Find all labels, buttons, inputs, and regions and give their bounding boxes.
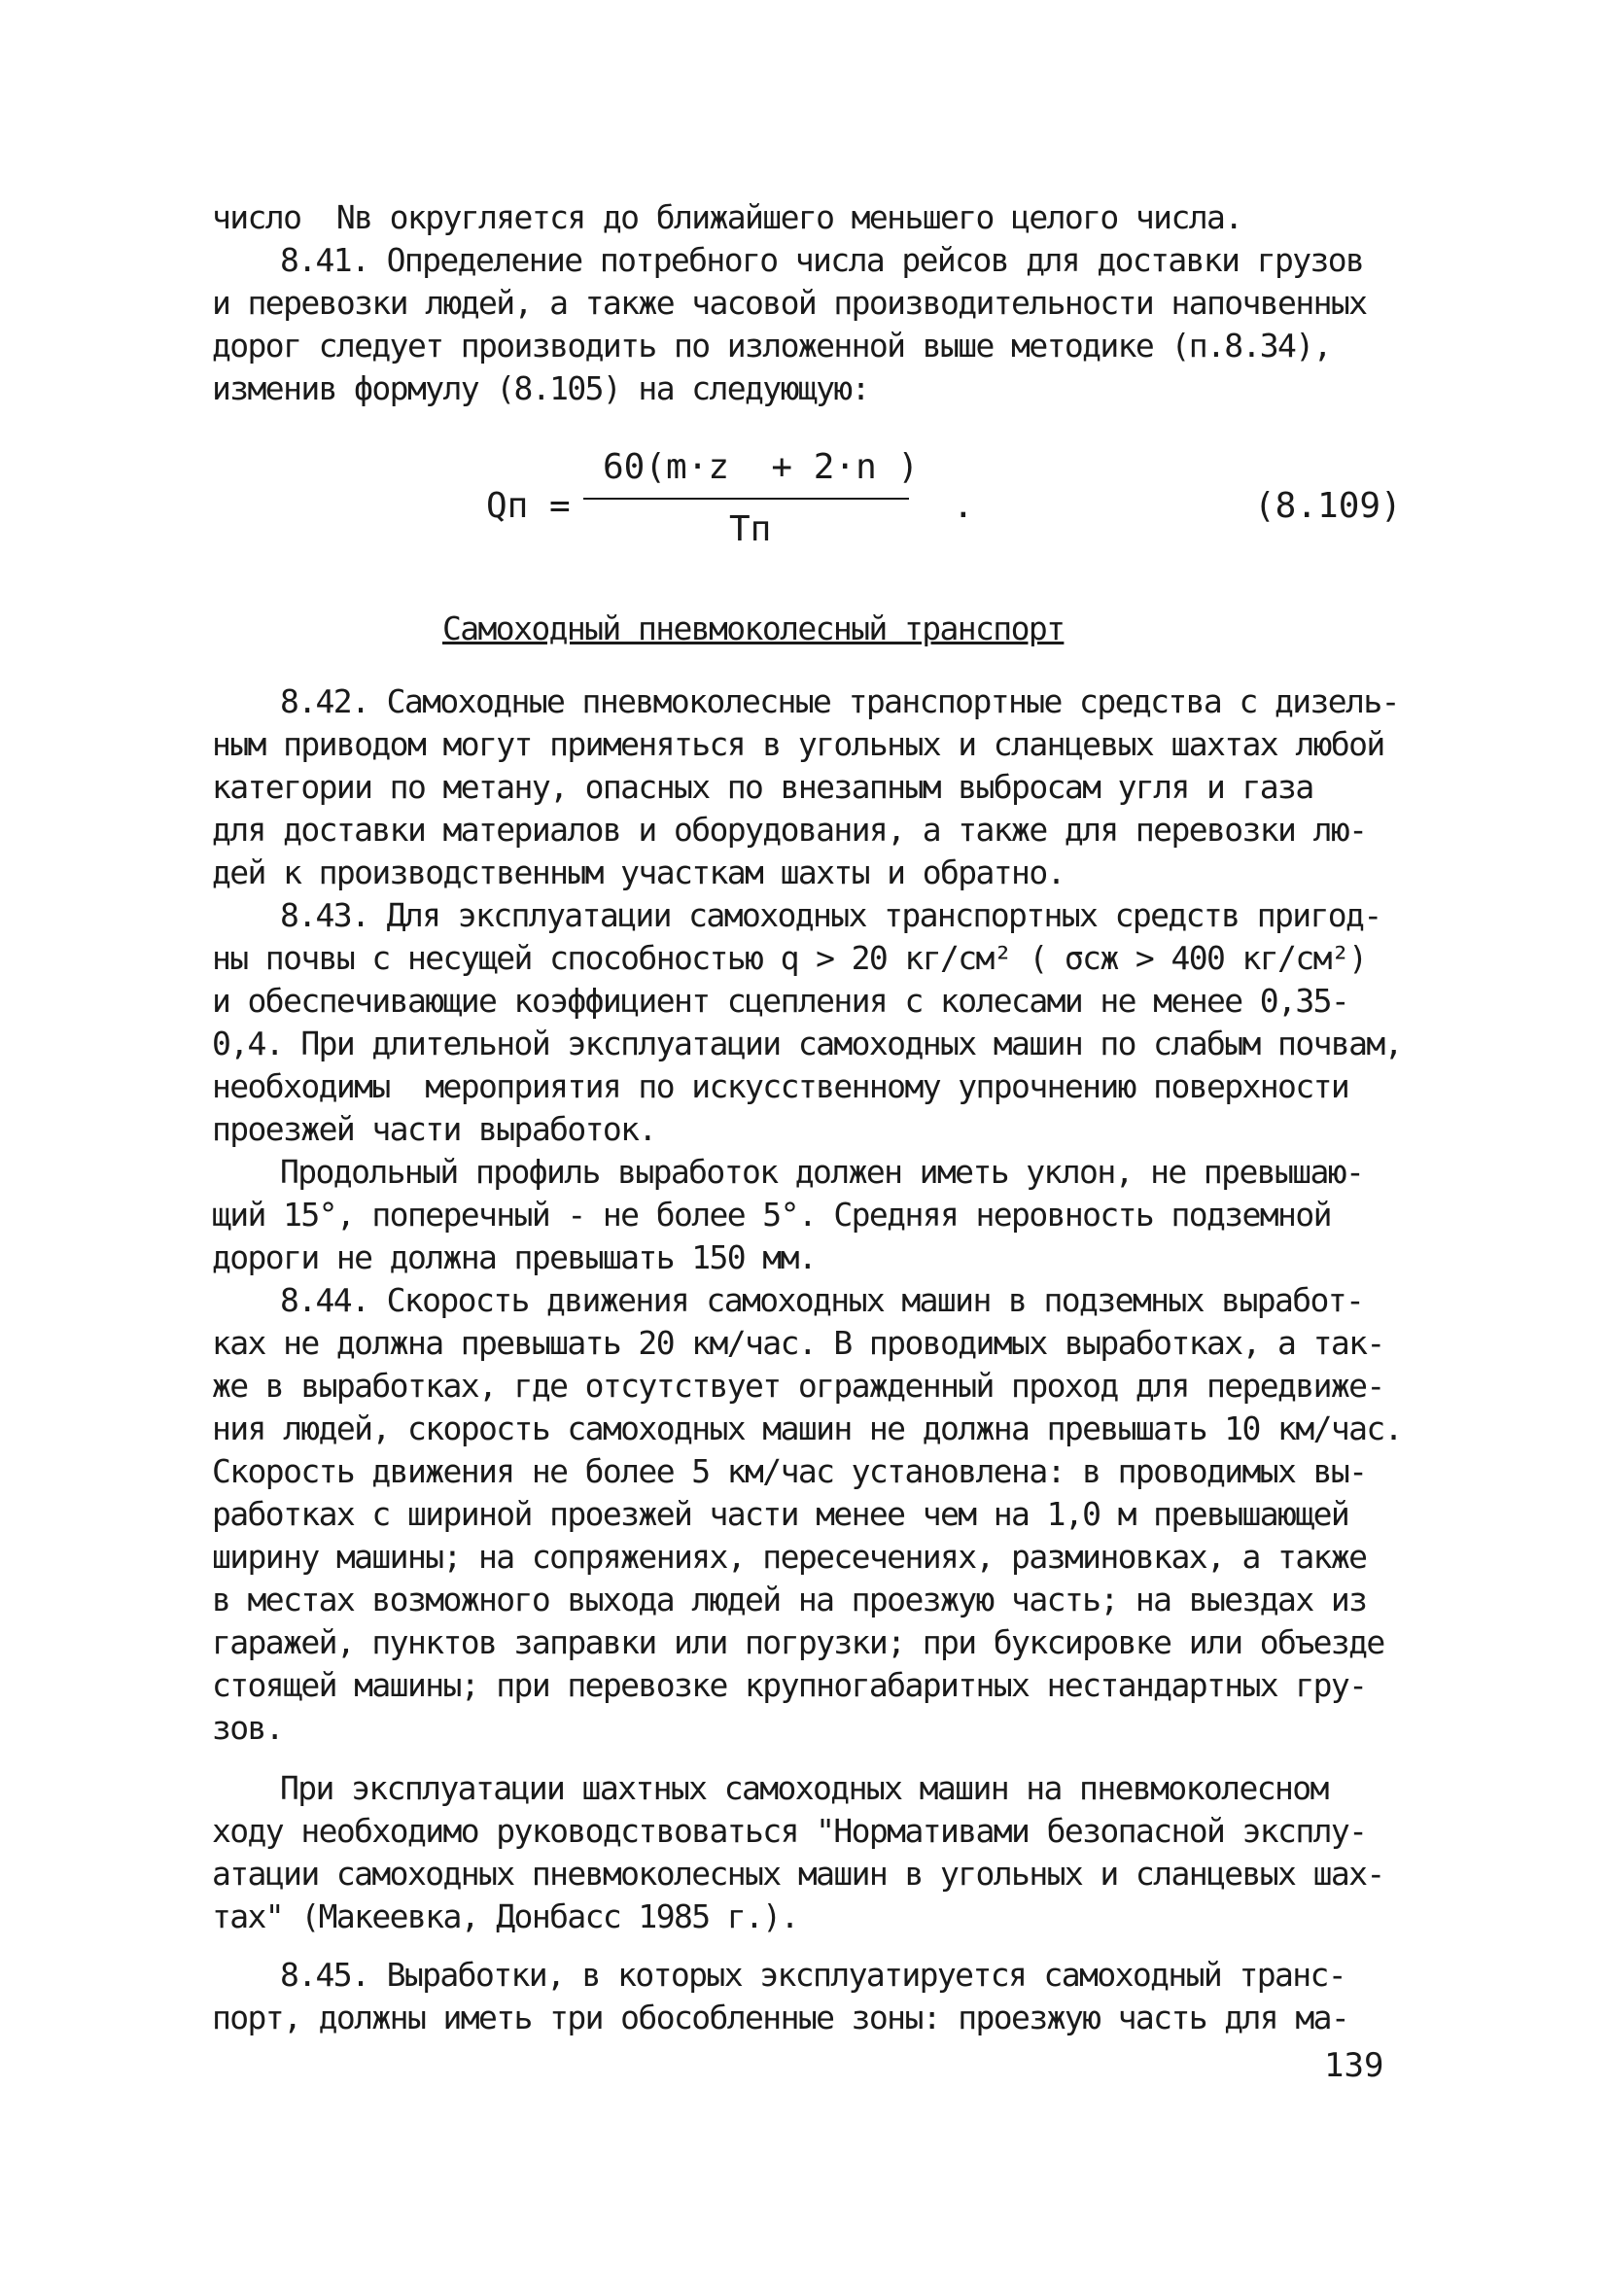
text-line: же в выработках, где отсутствует огражденный проход для передвиже- <box>212 1367 1384 1405</box>
text-line: проезжей части выработок. <box>212 1110 656 1148</box>
text-line: тах" (Макеевка, Донбасс 1985 г.). <box>212 1897 798 1935</box>
text-line: и перевозки людей, а также часовой производительности напочвенных <box>212 284 1367 322</box>
formula-dot: . <box>953 486 974 526</box>
text-line: ния людей, скорость самоходных машин не должна превышать 10 км/час. <box>212 1409 1402 1447</box>
text-line: порт, должны иметь три обособленные зоны: проезжую часть для ма- <box>212 1999 1349 2036</box>
text-line: 0,4. При длительной эксплуатации самоходных машин по слабым почвам, <box>212 1025 1402 1062</box>
text-line: дей к производственным участкам шахты и обратно. <box>212 853 1065 891</box>
text-line: дорог следует производить по изложенной выше методике (п.8.34), <box>212 327 1331 365</box>
text-line: категории по метану, опасных по внезапным выбросам угля и газа <box>212 768 1313 806</box>
text-line: зов. <box>212 1709 284 1747</box>
text-line: щий 15°, поперечный - не более 5°. Средняя неровность подземной <box>212 1196 1331 1234</box>
equation-number: (8.109) <box>1254 486 1402 526</box>
page-number: 139 <box>1324 2046 1384 2085</box>
text-line: работках с шириной проезжей части менее чем на 1,0 м превышающей <box>212 1495 1349 1533</box>
text-line: 8.41. Определение потребного числа рейсов для доставки грузов <box>280 241 1364 279</box>
text-line: гаражей, пунктов заправки или погрузки; при буксировке или объезде <box>212 1623 1384 1661</box>
text-line: ширину машины; на сопряжениях, пересечениях, разминовках, а также <box>212 1538 1367 1576</box>
text-line: ны почвы с несущей способностью q > 20 кг/см² ( σсж > 400 кг/см²) <box>212 939 1367 977</box>
text-line: дороги не должна превышать 150 мм. <box>212 1238 817 1276</box>
text-line: ным приводом могут применяться в угольных и сланцевых шахтах любой <box>212 725 1384 763</box>
text-line: При эксплуатации шахтных самоходных машин на пневмоколесном <box>280 1769 1328 1807</box>
fraction-bar <box>583 498 909 500</box>
text-line: 8.44. Скорость движения самоходных машин в подземных выработ- <box>280 1281 1364 1319</box>
text-line: Продольный профиль выработок должен иметь уклон, не превышаю- <box>280 1153 1364 1191</box>
text-line: стоящей машины; при перевозке крупногабаритных нестандартных гру- <box>212 1666 1367 1704</box>
formula-numerator: 60(m·z + 2·n ) <box>603 447 920 487</box>
text-line: Скорость движения не более 5 км/час установлена: в проводимых вы- <box>212 1452 1367 1490</box>
text-line: изменив формулу (8.105) на следующую: <box>212 369 869 407</box>
text-line: 8.42. Самоходные пневмоколесные транспортные средства с дизель- <box>280 682 1399 720</box>
section-title: Самоходный пневмоколесный транспорт <box>442 609 1065 647</box>
formula-denominator: Tп <box>729 509 772 549</box>
text-line: ходу необходимо руководствоваться "Нормативами безопасной эксплу- <box>212 1812 1367 1850</box>
text-line: и обеспечивающие коэффициент сцепления с колесами не менее 0,35- <box>212 982 1349 1020</box>
text-line: атации самоходных пневмоколесных машин в угольных и сланцевых шах- <box>212 1855 1384 1893</box>
text-line: в местах возможного выхода людей на проезжую часть; на выездах из <box>212 1581 1367 1618</box>
formula-8-109 <box>486 447 1439 574</box>
text-line: 8.43. Для эксплуатации самоходных транспортных средств пригод- <box>280 896 1381 934</box>
text-line: число Nв округляется до ближайшего меньшего целого числа. <box>212 198 1242 236</box>
text-line: для доставки материалов и оборудования, а также для перевозки лю- <box>212 811 1367 849</box>
formula-lhs: Qп = <box>486 486 571 526</box>
text-line: необходимы мероприятия по искусственному упрочнению поверхности <box>212 1067 1349 1105</box>
text-line: 8.45. Выработки, в которых эксплуатируется самоходный транс- <box>280 1956 1346 1994</box>
text-line: ках не должна превышать 20 км/час. В проводимых выработках, а так- <box>212 1324 1384 1362</box>
